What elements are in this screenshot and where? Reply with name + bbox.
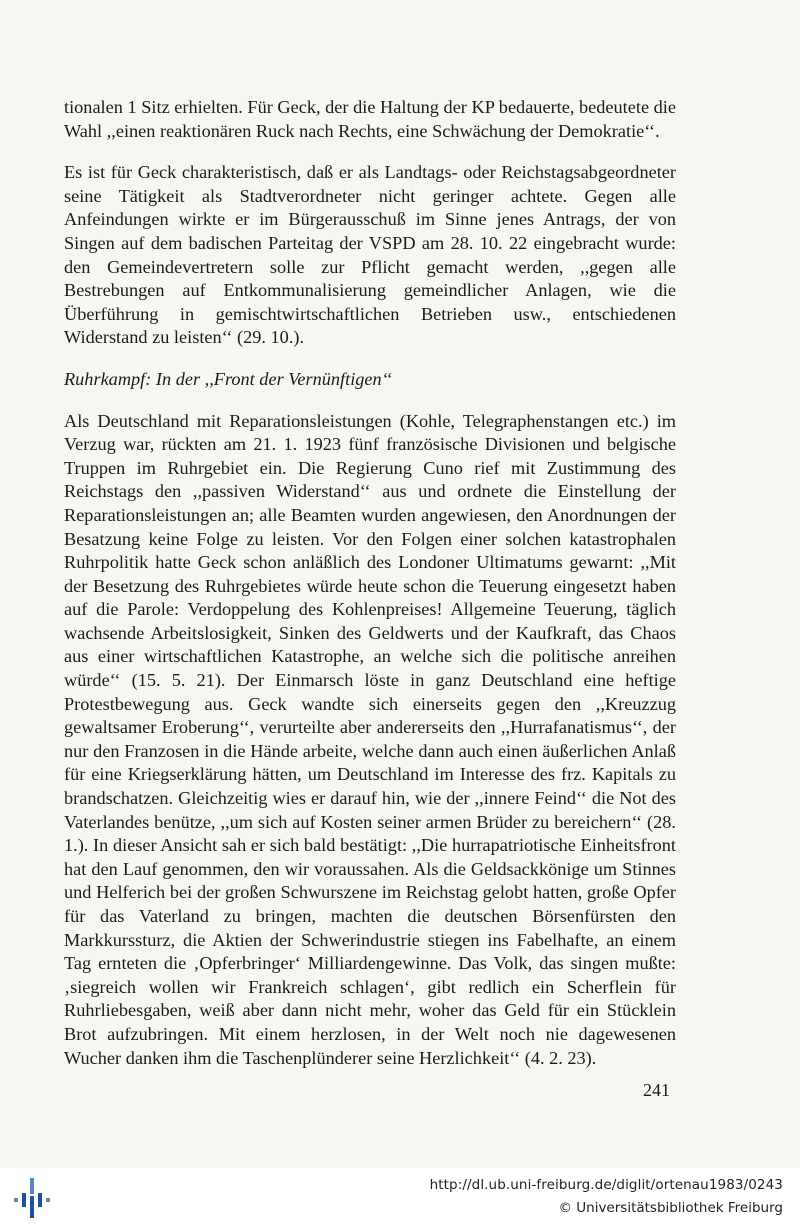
body-text bbox=[64, 96, 676, 1070]
paragraph-gap bbox=[64, 143, 676, 161]
paragraph-gap bbox=[64, 350, 676, 368]
paragraph-gap bbox=[64, 392, 676, 410]
ub-freiburg-logo-icon bbox=[14, 1176, 56, 1220]
paragraph-2: Es ist für Geck charakteristisch, daß er als Landtags- oder Reichstagsabgeordneter seine Tätigkeit als Stadtverordneter nicht geringer achtete. Gegen alle Anfeindungen wirkte er im Bürgerausschuß im Sinne jenes Antrags, der von Singen auf dem badischen Parteitag der VSPD am 28. 10. 22 eingebracht wurde: den Gemeindevertretern solle zur Pflicht gemacht werden, ,,gegen alle Bestrebungen auf Entkommunalisierung gemeindlicher Anlagen, wie die Überführung in gemischtwirtschaftlichen Betrieben usw., entschiedenen Widerstand zu leisten‘‘ (29. 10.). bbox=[64, 162, 676, 348]
section-heading: Ruhrkampf: In der ,,Front der Vernünftigen‘‘ bbox=[64, 368, 392, 389]
page-number: 241 bbox=[643, 1080, 670, 1100]
footer-bar bbox=[0, 1168, 800, 1226]
source-url-link[interactable]: http://dl.ub.uni-freiburg.de/diglit/ortenau1983/0243 bbox=[429, 1177, 783, 1193]
paragraph-1: tionalen 1 Sitz erhielten. Für Geck, der die Haltung der KP bedauerte, bedeutete die Wahl ,,einen reaktionären Ruck nach Rechts, eine Schwächung der Demokratie‘‘. bbox=[64, 97, 676, 141]
paragraph-3: Als Deutschland mit Reparationsleistungen (Kohle, Telegraphenstangen etc.) im Verzug war, rückten am 21. 1. 1923 fünf französische Divisionen und belgische Truppen im Ruhrgebiet ein. Die Regierung Cuno rief mit Zustimmung des Reichstags den ,,passiven Widerstand‘‘ aus und ordnete die Einstellung der Reparationsleistungen an; alle Beamten wurden angewiesen, den Anordnungen der Besatzung keine Folge zu leisten. Vor den Folgen einer solchen katastrophalen Ruhrpolitik hatte Geck schon anläßlich des Londoner Ultimatums gewarnt: ,,Mit der Besetzung des Ruhrgebietes würde heute schon die Teuerung eingesetzt haben auf die Parole: Verdoppelung des Kohlenpreises! Allgemeine Teuerung, täglich wachsende Arbeitslosigkeit, Sinken des Geldwerts und der Kaufkraft, das Chaos aus einer wirtschaftlichen Katastrophe, an welche sich die politische anreihen würde‘‘ (15. 5. 21). Der Einmarsch löste in ganz Deutschland eine heftige Protestbewegung aus. Geck wandte sich einerseits gegen den ,,Kreuzzug gewaltsamer Eroberung‘‘, verurteilte aber andererseits den ,,Hurrafanatismus‘‘, der nur den Franzosen in die Hände arbeite, welche dann auch einen äußerlichen Anlaß für eine Kriegserklärung hätten, um Deutschland im Interesse des frz. Kapitals zu brandschatzen. Gleichzeitig wies er darauf hin, wie der ,,innere Feind‘‘ die Not des Vaterlandes benütze, ,,um sich auf Kosten seiner armen Brüder zu bereichern‘‘ (28. 1.). In dieser Ansicht sah er sich bald bestätigt: ,,Die hurrapatriotische Einheitsfront hat den Lauf genommen, den wir voraussahen. Als die Geldsackkönige um Stinnes und Helferich bei der großen Schwurszene im Reichstag gelobt hatten, große Opfer für das Vaterland zu bringen, machten die deutschen Börsenfürsten den Markkurssturz, die Aktien der Schwerindustrie stiegen ins Fabelhafte, an einem Tag ernteten die ‚Opferbringer‘ Milliardengewinne. Das Volk, das singen mußte: ‚siegreich wollen wir Frankreich schlagen‘, gibt redlich ein Scherflein für Ruhrliebesgaben, weiß aber dann nicht mehr, woher das Geld für ein Stücklein Brot aufzubringen. Mit einem herzlosen, in der Welt noch nie dagewesenen Wucher danken ihm die Taschenplünderer seine Herzlichkeit‘‘ (4. 2. 23). bbox=[64, 410, 676, 1068]
copyright-notice: © Universitätsbibliothek Freiburg bbox=[558, 1200, 783, 1216]
